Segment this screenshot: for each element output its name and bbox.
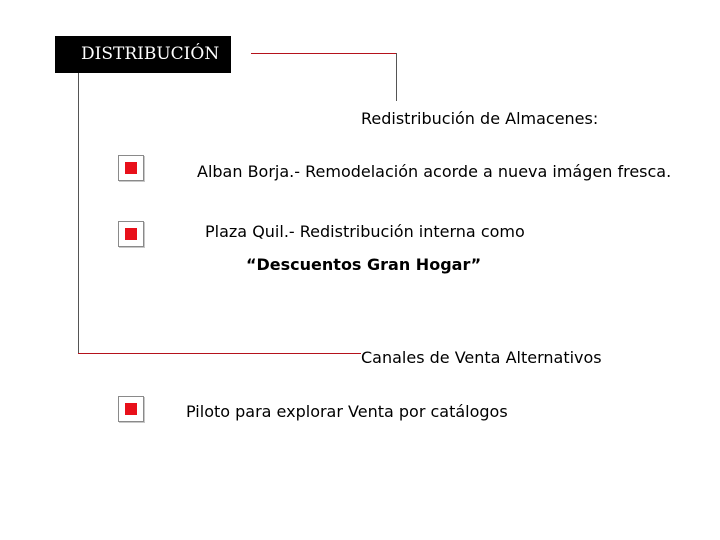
section2-item-1: Piloto para explorar Venta por catálogos [186, 402, 508, 421]
section1-item-2: Plaza Quil.- Redistribución interna como [205, 222, 525, 241]
section2-heading: Canales de Venta Alternativos [361, 348, 602, 367]
bullet-icon [118, 221, 144, 247]
section1-item-2-continuation: “Descuentos Gran Hogar” [246, 255, 482, 274]
connector-left-vertical [78, 73, 79, 354]
connector-bottom-horizontal [78, 353, 361, 354]
section1-heading: Redistribución de Almacenes: [361, 109, 599, 128]
bullet-icon [118, 155, 144, 181]
bullet-icon [118, 396, 144, 422]
slide-title: DISTRIBUCIÓN [55, 36, 231, 73]
section1-item-1: Alban Borja.- Remodelación acorde a nueva imágen fresca. [197, 162, 672, 181]
connector-top-vertical [396, 53, 397, 101]
connector-top-horizontal [251, 53, 397, 54]
